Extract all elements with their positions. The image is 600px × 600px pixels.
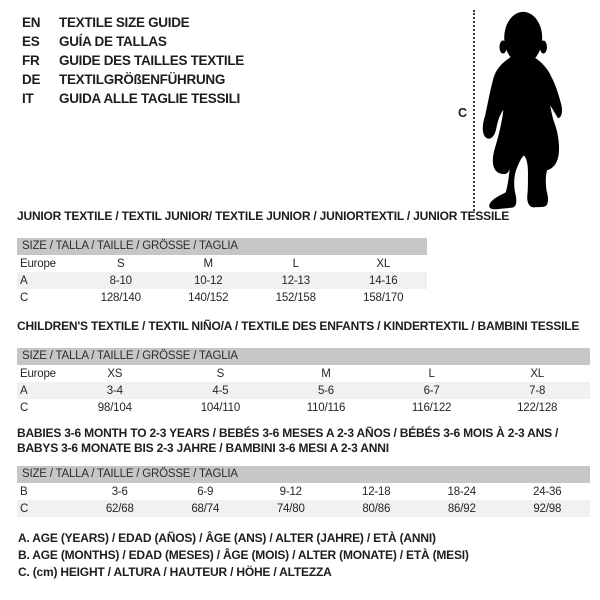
height-cell: 122/128 (517, 401, 558, 414)
size-cell: XL (530, 367, 544, 380)
baby-silhouette-icon (482, 10, 566, 210)
month-cell: 24-36 (533, 485, 562, 498)
height-cell: 86/92 (447, 502, 476, 515)
height-cell: 116/122 (411, 401, 452, 414)
children-size-table (17, 348, 590, 416)
table-row (17, 272, 427, 289)
age-cell: 6-7 (423, 384, 440, 397)
table-row (17, 365, 590, 382)
guide-title-it: GUIDA ALLE TAGLIE TESSILI (59, 91, 240, 106)
age-cell: 14-16 (369, 274, 398, 287)
size-cell: XS (107, 367, 123, 380)
row-label: A (20, 384, 28, 397)
guide-title-fr: GUIDE DES TAILLES TEXTILE (59, 53, 245, 68)
size-cell: XL (376, 257, 391, 270)
section-junior-title: JUNIOR TEXTILE / TEXTIL JUNIOR/ TEXTILE JUNIOR / JUNIORTEXTIL / JUNIOR TESSILE (17, 209, 510, 223)
row-label: B (20, 485, 28, 498)
language-code: IT (22, 91, 34, 106)
language-row-fr (22, 51, 244, 70)
size-cell: S (216, 367, 225, 380)
table-row (17, 399, 590, 416)
junior-size-table (17, 238, 427, 306)
language-row-de (22, 70, 244, 89)
age-cell: 5-6 (317, 384, 334, 397)
legend-line-a: A. AGE (YEARS) / EDAD (AÑOS) / ÂGE (ANS) / ALTER (JAHRE) / ETÀ (ANNI) (18, 531, 436, 545)
age-cell: 3-4 (106, 384, 123, 397)
legend-line-c: C. (cm) HEIGHT / ALTURA / HAUTEUR / HÖHE / ALTEZZA (18, 565, 332, 579)
size-cell: L (428, 367, 435, 380)
section-children (17, 319, 590, 416)
height-dotted-line (473, 10, 475, 211)
section-babies-title-line2: BABYS 3-6 MONATE BIS 2-3 JAHRE / BAMBINI 3-6 MESI A 2-3 ANNI (17, 441, 389, 455)
table-row (17, 255, 427, 272)
height-cell: 92/98 (533, 502, 562, 515)
language-code: FR (22, 53, 40, 68)
guide-title-en: TEXTILE SIZE GUIDE (59, 15, 190, 30)
row-label: Europe (20, 367, 56, 380)
month-cell: 18-24 (447, 485, 476, 498)
row-label: C (20, 401, 29, 414)
section-babies-title-line1: BABIES 3-6 MONTH TO 2-3 YEARS / BEBÉS 3-6 MESES A 2-3 AÑOS / BÉBÉS 3-6 MOIS À 2-3 ANS / (17, 426, 559, 440)
junior-size-header: SIZE / TALLA / TAILLE / GRÖSSE / TAGLIA (17, 238, 427, 255)
height-cell: 104/110 (200, 401, 241, 414)
height-cell: 158/170 (363, 291, 404, 304)
age-cell: 10-12 (194, 274, 223, 287)
row-label: C (20, 291, 29, 304)
language-code: EN (22, 15, 41, 30)
age-cell: 12-13 (281, 274, 310, 287)
age-cell: 7-8 (529, 384, 546, 397)
table-row (17, 289, 427, 306)
height-cell: 140/152 (188, 291, 229, 304)
height-cell: 98/104 (97, 401, 132, 414)
size-cell: M (203, 257, 213, 270)
height-cell: 62/68 (105, 502, 134, 515)
month-cell: 12-18 (362, 485, 391, 498)
age-cell: 4-5 (212, 384, 229, 397)
height-cell: 128/140 (100, 291, 141, 304)
language-code: ES (22, 34, 40, 49)
section-babies (17, 426, 590, 517)
height-cell: 74/80 (276, 502, 305, 515)
guide-title-es: GUÍA DE TALLAS (59, 34, 167, 49)
guide-title-de: TEXTILGRÖßENFÜHRUNG (59, 72, 226, 87)
height-cell: 80/86 (362, 502, 391, 515)
height-measure-label: C (458, 106, 468, 120)
height-cell: 110/116 (306, 401, 346, 414)
language-code: DE (22, 72, 41, 87)
baby-height-figure (450, 6, 595, 218)
language-title-list (22, 13, 244, 108)
month-cell: 9-12 (279, 485, 302, 498)
children-size-header: SIZE / TALLA / TAILLE / GRÖSSE / TAGLIA (17, 348, 590, 365)
size-cell: L (292, 257, 299, 270)
size-cell: S (117, 257, 125, 270)
row-label: C (20, 502, 29, 515)
table-row (17, 483, 590, 500)
row-label: Europe (20, 257, 56, 270)
section-children-title: CHILDREN'S TEXTILE / TEXTIL NIÑO/A / TEXTILE DES ENFANTS / KINDERTEXTIL / BAMBINI TESSILE (17, 319, 580, 333)
size-cell: M (321, 367, 331, 380)
table-row (17, 500, 590, 517)
language-row-en (22, 13, 244, 32)
babies-size-header: SIZE / TALLA / TAILLE / GRÖSSE / TAGLIA (17, 466, 590, 483)
month-cell: 6-9 (197, 485, 214, 498)
measure-legend (18, 530, 469, 581)
babies-size-table (17, 466, 590, 517)
language-row-it (22, 89, 244, 108)
table-row (17, 382, 590, 399)
legend-line-b: B. AGE (MONTHS) / EDAD (MESES) / ÂGE (MOIS) / ALTER (MONATE) / ETÀ (MESI) (18, 548, 469, 562)
row-label: A (20, 274, 28, 287)
month-cell: 3-6 (111, 485, 128, 498)
age-cell: 8-10 (109, 274, 132, 287)
height-cell: 68/74 (191, 502, 220, 515)
language-row-es (22, 32, 244, 51)
section-junior (17, 209, 510, 306)
height-cell: 152/158 (275, 291, 316, 304)
